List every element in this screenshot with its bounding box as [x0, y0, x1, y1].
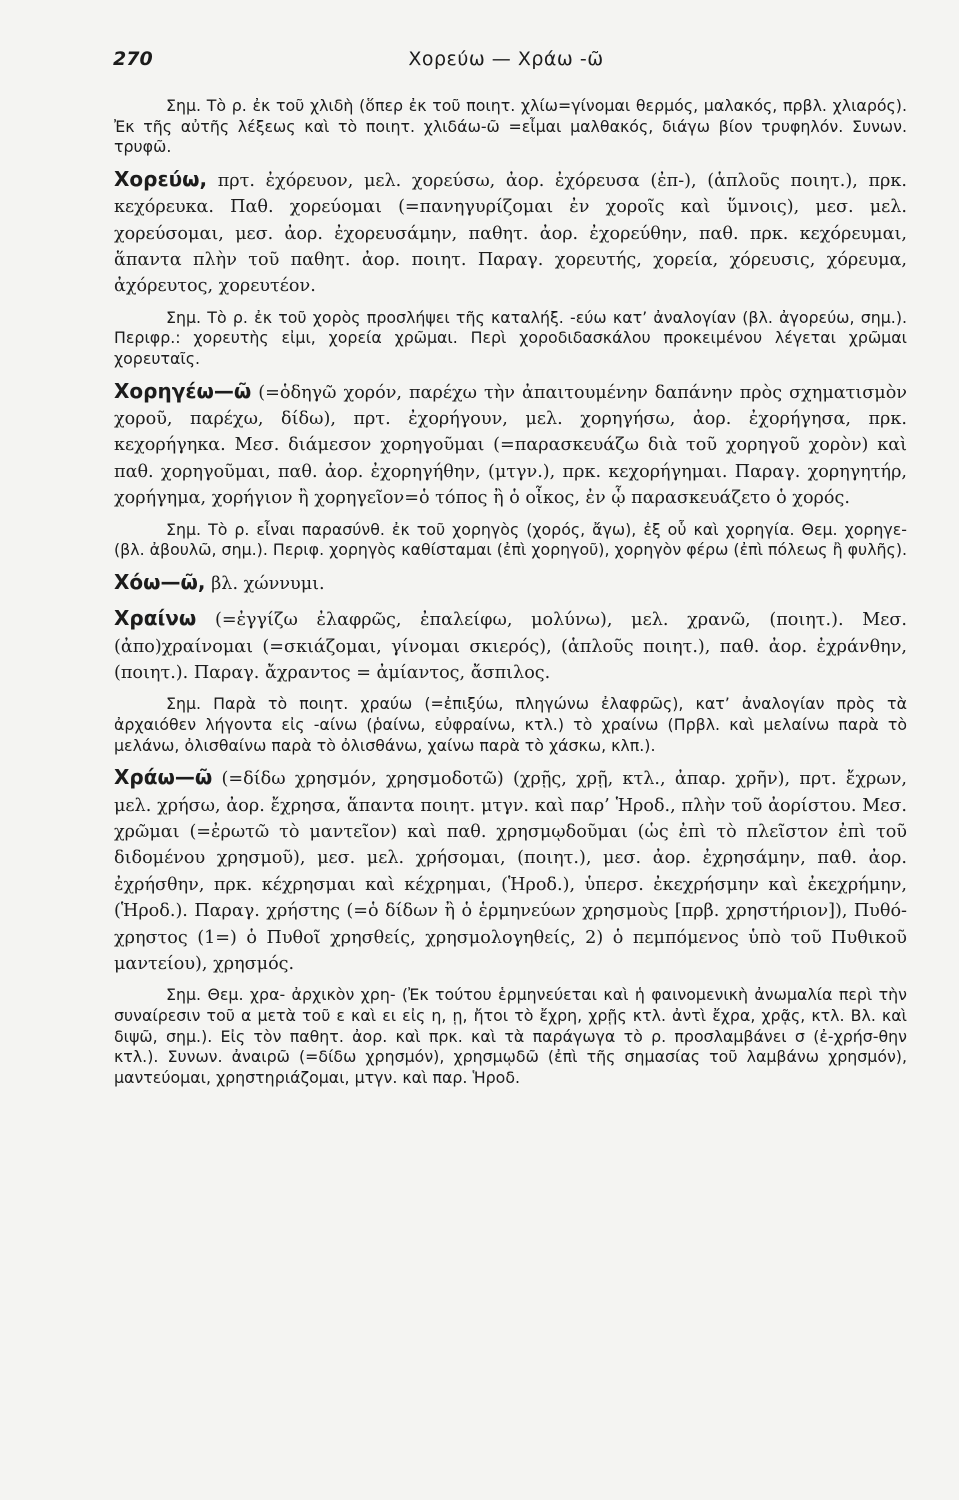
- note-paragraph: Σημ. Παρὰ τὸ ποιητ. χραύω (=ἐπιξύω, πληγώνω ἐλαφρῶς), κατ’ ἀναλογίαν πρὸς τὰ ἀρχαιόθεν λήγοντα εἰς -αίνω (ῥαίνω, εὐφραίνω, κτλ.) τὸ χραίνω (Πρβλ. καὶ μελαίνω παρὰ τὸ μελάνω, ὀλισθαίνω παρὰ τὸ ὀλισθάνω, χαίνω παρὰ τὸ χάσκω, κλπ.).: [114, 694, 907, 755]
- running-title: Χορεύω — Χράω -ῶ: [408, 48, 604, 70]
- page-header: [113, 48, 899, 76]
- note-paragraph: Σημ. Τὸ ρ. εἶναι παρασύνθ. ἐκ τοῦ χορηγὸς (χορός, ἄγω), ἐξ οὗ καὶ χορηγία. Θεμ. χορηγε- (βλ. ἀβουλῶ, σημ.). Περιφ. χορηγὸς καθίσταμαι (ἐπὶ χορηγοῦ), χορηγὸν φέρω (ἐπὶ πόλεως ἢ φυλῆς).: [114, 519, 908, 560]
- entry-body: (=ὁδηγῶ χορόν, παρέχω τὴν ἀπαιτουμένην δαπάνην πρὸς σχηματισμὸν χοροῦ, παρέχω, δίδω), πρτ. ἐχορήγουν, μελ. χορηγήσω, ἀορ. ἐχορήγησα, πρκ. κεχορήγηκα. Μεσ. διάμεσον χορηγοῦμαι (=παρασκευάζω διὰ τοῦ χορηγοῦ χορὸν) καὶ παθ. χορηγοῦμαι, παθ. ἀορ. ἐχορηγήθην, (μτγν.), πρκ. κεχορήγημαι. Παραγ. χορηγητήρ, χορήγημα, χορήγιον ἢ χορηγεῖον=ὁ τόπος ἢ ὁ οἶκος, ἐν ᾧ παρασκευάζετο ὁ χορός.: [114, 382, 907, 509]
- entry-paragraph: [114, 764, 907, 977]
- note-paragraph: Σημ. Θεμ. χρα- ἀρχικὸν χρη- (Ἐκ τούτου ἑρμηνεύεται καὶ ἡ φαινομενικὴ ἀνωμαλία περὶ τὴν συναίρεσιν τοῦ α μετὰ τοῦ ε καὶ ει εἰς η, ῃ, ἤτοι τὸ ἔχρη, χρῇς κτλ. ἀντὶ ἔχρα, χρᾷς, κτλ. Βλ. καὶ διψῶ, σημ.). Εἰς τὸν παθητ. ἀορ. καὶ πρκ. καὶ τὰ παράγωγα τὸ ρ. προσλαμβάνει σ (ἐ-χρήσ-θην κτλ.). Συνων. ἀναιρῶ (=δίδω χρησμόν), χρησμῳδῶ (ἐπὶ τῆς σημασίας τοῦ λαμβάνω χρησμόν), μαντεύομαι, χρηστηριάζομαι, μτγν. καὶ παρ. Ἡροδ.: [114, 985, 907, 1087]
- entry-body: (=δίδω χρησμόν, χρησμοδοτῶ) (χρῇς, χρῇ, κτλ., ἀπαρ. χρῆν), πρτ. ἔχρων, μελ. χρήσω, ἀορ. ἔχρησα, ἅπαντα ποιητ. μτγν. καὶ παρ’ Ἡροδ., πλὴν τοῦ ἀορίστου. Μεσ. χρῶμαι (=ἐρωτῶ τὸ μαντεῖον) καὶ παθ. χρησμῳδοῦμαι (ὡς ἐπὶ τὸ πλεῖστον ἐπὶ τοῦ διδομένου χρησμοῦ), μεσ. μελ. χρήσομαι, (ποιητ.), μεσ. ἀορ. ἐχρησάμην, παθ. ἀορ. ἐχρήσθην, πρκ. κέχρησμαι καὶ κέχρημαι, (Ἡροδ.), ὑπερσ. ἐκεχρήσμην καὶ ἐκεχρήμην, (Ἡροδ.). Παραγ. χρήστης (=ὁ δίδων ἢ ὁ ἑρμηνεύων χρησμοὺς [πρβ. χρηστήριον]), Πυθό-χρηστος (1=) ὁ Πυθοῖ χρησθείς, χρησμολογηθείς, 2) ὁ πεμπόμενος ὑπὸ τοῦ Πυθικοῦ μαντείου), χρησμός.: [114, 769, 907, 975]
- entry-lemma: Χορηγέω—ῶ: [114, 378, 252, 403]
- entry-paragraph: [114, 378, 907, 512]
- note-paragraph: Σημ. Τὸ ρ. ἐκ τοῦ χορὸς προσλήψει τῆς καταλήξ. -εύω κατ’ ἀναλογίαν (βλ. ἀγορεύω, σημ.). Περιφρ.: χορευτὴς εἰμι, χορεία χρῶμαι. Περὶ χοροδιδασκάλου προκειμένου λέγεται χρῶμαι χορευταῖς.: [114, 307, 907, 368]
- entry-paragraph: [114, 166, 907, 300]
- entry-body: πρτ. ἐχόρευον, μελ. χορεύσω, ἀορ. ἐχόρευσα (ἐπ-), (ἁπλοῦς ποιητ.), πρκ. κεχόρευκα. Παθ. χορεύομαι (=πανηγυρίζομαι ἐν χοροῖς καὶ ὕμνοις), μεσ. μελ. χορεύσομαι, μεσ. ἀορ. ἐχορευσάμην, παθητ. ἀορ. ἐχορεύθην, παθ. πρκ. κεχόρευμαι, ἅπαντα πλὴν τοῦ παθητ. ἀορ. ποιητ. Παραγ. χορευτής, χορεία, χόρευσις, χόρευμα, ἀχόρευτος, χορευτέον.: [114, 170, 907, 297]
- entry-paragraph: [114, 605, 907, 686]
- entry-lemma: Χράω—ῶ: [114, 765, 213, 790]
- entry-paragraph: [114, 569, 907, 597]
- entry-lemma: Χραίνω: [114, 606, 197, 631]
- page-body: [114, 96, 907, 1096]
- note-paragraph: Σημ. Τὸ ρ. ἐκ τοῦ χλιδὴ (ὅπερ ἐκ τοῦ ποιητ. χλίω=γίνομαι θερμός, μαλακός, πρβλ. χλιαρός). Ἐκ τῆς αὐτῆς λέξεως καὶ τὸ ποιητ. χλιδάω-ῶ =εἶμαι μαλθακός, διάγω βίον τρυφηλόν. Συνων. τρυφῶ.: [114, 96, 907, 157]
- entry-body: βλ. χώννυμι.: [205, 573, 325, 594]
- entry-lemma: Χορεύω,: [114, 166, 208, 191]
- entry-lemma: Χόω—ῶ,: [114, 569, 206, 594]
- page-number: 270: [113, 48, 153, 70]
- entry-body: (=ἐγγίζω ἐλαφρῶς, ἐπαλείφω, μολύνω), μελ. χρανῶ, (ποιητ.). Μεσ. (ἀπο)χραίνομαι (=σκιάζομαι, γίνομαι σκιερός), (ἁπλοῦς ποιητ.), παθ. ἀορ. ἐχράνθην, (ποιητ.). Παραγ. ἄχραντος = ἀμίαντος, ἄσπιλος.: [114, 610, 907, 684]
